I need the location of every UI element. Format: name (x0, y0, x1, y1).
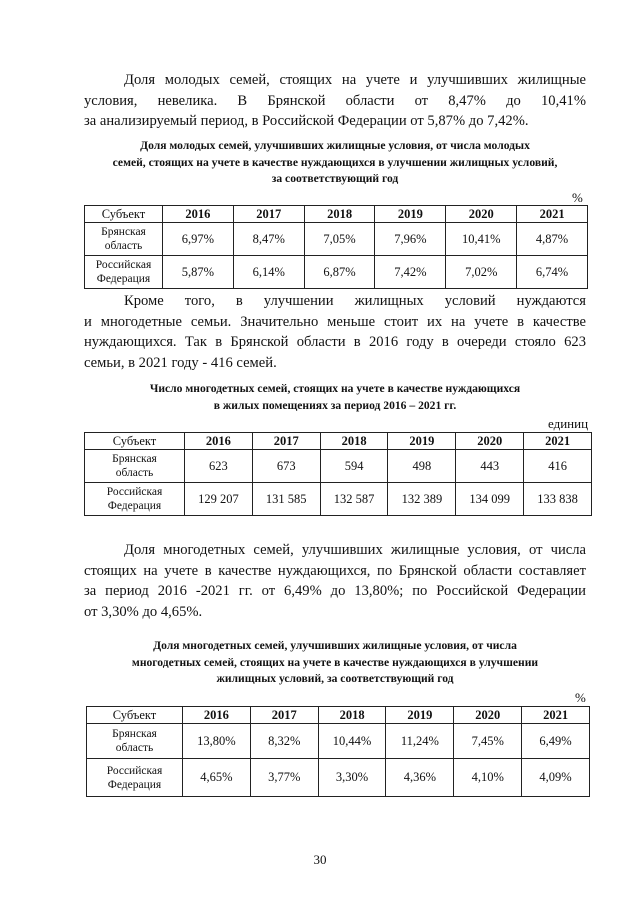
table3-caption (84, 638, 586, 688)
value-cell: 416 (524, 450, 592, 483)
header-cell: 2020 (454, 707, 522, 724)
header-cell: Субъект (85, 206, 163, 223)
header-cell: 2016 (185, 433, 253, 450)
value-cell: 6,74% (517, 256, 588, 289)
header-cell: 2019 (388, 433, 456, 450)
value-cell: 11,24% (386, 724, 454, 759)
header-cell: 2021 (524, 433, 592, 450)
table1-caption (84, 138, 586, 188)
value-cell: 10,44% (318, 724, 386, 759)
table2-caption (84, 381, 586, 414)
caption-line: Доля молодых семей, улучшивших жилищные условия, от числа молодых (140, 139, 530, 152)
text-line: от 3,30% до 4,65%. (84, 603, 203, 620)
value-cell: 6,49% (522, 724, 590, 759)
value-cell: 8,32% (250, 724, 318, 759)
header-cell: 2016 (183, 707, 251, 724)
caption-line: в жилых помещениях за период 2016 – 2021 гг. (213, 398, 457, 412)
value-cell: 7,02% (446, 256, 517, 289)
value-cell: 129 207 (185, 483, 253, 516)
header-cell: 2016 (163, 206, 234, 223)
table-row (87, 759, 590, 797)
value-cell: 7,42% (375, 256, 446, 289)
value-cell: 7,05% (304, 223, 375, 256)
header-cell: 2021 (522, 707, 590, 724)
paragraph-large-families-share (84, 540, 586, 622)
value-cell: 131 585 (252, 483, 320, 516)
table-row (85, 256, 588, 289)
value-cell: 132 587 (320, 483, 388, 516)
value-cell: 673 (252, 450, 320, 483)
header-cell: 2019 (386, 707, 454, 724)
table2-large-families-count (84, 432, 592, 516)
header-cell: 2018 (320, 433, 388, 450)
caption-line: за соответствующий год (271, 172, 399, 185)
caption-line: жилищных условий, за соответствующий год (216, 672, 454, 685)
text-line: и многодетные семьи. Значительно меньше стоит их на учете в качестве (84, 313, 586, 330)
header-cell: 2018 (318, 707, 386, 724)
value-cell: 594 (320, 450, 388, 483)
table-row (87, 724, 590, 759)
header-cell: Субъект (87, 707, 183, 724)
table1-young-families-share (84, 205, 588, 289)
subject-cell: Российская Федерация (85, 256, 163, 289)
table3-large-families-share (86, 706, 590, 797)
table-row (85, 483, 592, 516)
table-row (85, 223, 588, 256)
text-line: Кроме того, в улучшении жилищных условий нуждаются (124, 293, 586, 309)
header-cell: 2020 (446, 206, 517, 223)
value-cell: 4,87% (517, 223, 588, 256)
text-line: Доля молодых семей, стоящих на учете и улучшивших жилищные (124, 72, 586, 88)
value-cell: 5,87% (163, 256, 234, 289)
header-cell: 2021 (517, 206, 588, 223)
value-cell: 134 099 (456, 483, 524, 516)
subject-cell: Брянская область (87, 724, 183, 759)
header-cell: 2017 (233, 206, 304, 223)
table-header-row (85, 206, 588, 223)
subject-cell: Российская Федерация (87, 759, 183, 797)
value-cell: 132 389 (388, 483, 456, 516)
caption-line: Число многодетных семей, стоящих на учете в качестве нуждающихся (149, 382, 521, 395)
text-line: нуждающихся. Так в Брянской области в 2016 году в очереди стояло 623 (84, 334, 586, 350)
table1-unit: % (572, 190, 583, 205)
value-cell: 8,47% (233, 223, 304, 256)
text-line: Доля многодетных семей, улучшивших жилищные условия, от числа (124, 542, 586, 558)
text-line: условия, невелика. В Брянской области от 8,47% до 10,41% (84, 92, 586, 109)
value-cell: 623 (185, 450, 253, 483)
caption-line: семей, стоящих на учете в качестве нуждающихся в улучшении жилищных условий, (112, 155, 558, 169)
value-cell: 4,36% (386, 759, 454, 797)
header-cell: Субъект (85, 433, 185, 450)
value-cell: 498 (388, 450, 456, 483)
paragraph-large-families (84, 291, 586, 373)
text-line: семьи, в 2021 году - 416 семей. (84, 354, 277, 371)
header-cell: 2020 (456, 433, 524, 450)
value-cell: 4,65% (183, 759, 251, 797)
value-cell: 6,87% (304, 256, 375, 289)
value-cell: 133 838 (524, 483, 592, 516)
value-cell: 6,14% (233, 256, 304, 289)
table2-unit: единиц (548, 416, 589, 431)
value-cell: 443 (456, 450, 524, 483)
table-header-row (85, 433, 592, 450)
header-cell: 2019 (375, 206, 446, 223)
header-cell: 2017 (252, 433, 320, 450)
paragraph-young-families (84, 70, 586, 132)
page-number: 30 (313, 852, 327, 867)
value-cell: 6,97% (163, 223, 234, 256)
value-cell: 7,96% (375, 223, 446, 256)
value-cell: 7,45% (454, 724, 522, 759)
value-cell: 4,10% (454, 759, 522, 797)
table-header-row (87, 707, 590, 724)
value-cell: 4,09% (522, 759, 590, 797)
table3-unit: % (575, 690, 586, 705)
text-line: за период 2016 -2021 гг. от 6,49% до 13,80%; по Российской Федерации (84, 583, 586, 599)
value-cell: 13,80% (183, 724, 251, 759)
header-cell: 2018 (304, 206, 375, 223)
value-cell: 10,41% (446, 223, 517, 256)
text-line: за анализируемый период, в Российской Федерации от 5,87% до 7,42%. (84, 113, 529, 129)
subject-cell: Брянская область (85, 223, 163, 256)
value-cell: 3,30% (318, 759, 386, 797)
caption-line: многодетных семей, стоящих на учете в качестве нуждающихся в улучшении (131, 655, 539, 669)
text-line: стоящих на учете в качестве нуждающихся, по Брянской области составляет (84, 562, 586, 579)
subject-cell: Брянская область (85, 450, 185, 483)
value-cell: 3,77% (250, 759, 318, 797)
table-row (85, 450, 592, 483)
subject-cell: Российская Федерация (85, 483, 185, 516)
header-cell: 2017 (250, 707, 318, 724)
caption-line: Доля многодетных семей, улучшивших жилищные условия, от числа (153, 639, 517, 652)
